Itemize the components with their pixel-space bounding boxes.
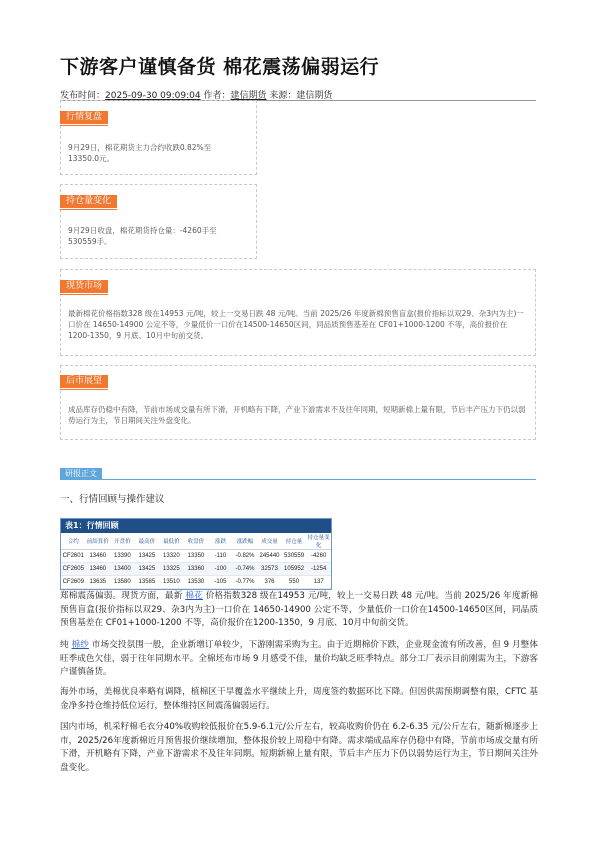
table-cell: -4260 — [306, 550, 331, 563]
table-title: 表1：行情回顾 — [61, 519, 331, 533]
table-cell: 13530 — [184, 576, 209, 589]
table-cell: CF2601 — [61, 550, 86, 563]
table-cell: 13585 — [135, 576, 160, 589]
table-cell: 530559 — [282, 550, 307, 563]
quote-table — [61, 533, 331, 589]
source-label: 来源： — [266, 91, 297, 101]
paragraph-domestic: 国内市场，机采籽棉毛衣分40%收购较低报价在5.9-6.1元/公斤左右，较高收购价仍在 6.2-6.35 元/公斤左右，随新棉逐步上市，2025/26年度新棉近月预售报价继续增加，整体报价较上周稳中有降。需求端成品库存仍稳中有降，节前市场成交量有所下滑，开机略有下降，产业下游需求不及往年同期。短期新棉上量有限，节后丰产压力下仍以弱势运行为主，节日期间关注外盘变化。 — [60, 722, 538, 773]
table-cell: 13425 — [135, 550, 160, 563]
report-body-tag: 研报正文 — [60, 468, 102, 479]
author-label: 作者： — [200, 91, 231, 101]
market-review-table — [60, 518, 332, 590]
table-cell: -110 — [208, 550, 233, 563]
table-cell: 550 — [282, 576, 307, 589]
table-cell: 13320 — [159, 550, 184, 563]
table-cell: 13350 — [184, 550, 209, 563]
source-name: 建信期货 — [296, 91, 333, 101]
paragraph-spot — [60, 590, 538, 631]
outlook-box — [60, 365, 536, 440]
header-cell: 持仓量变化 — [307, 535, 330, 549]
position-text: 9月29日收盘，棉花期货持仓量：-4260手至530559手。 — [68, 226, 217, 246]
table-cell: -0.77% — [233, 576, 258, 589]
report-body-divider — [60, 479, 536, 480]
table-row — [61, 576, 331, 589]
spot-tag: 现货市场 — [60, 280, 108, 293]
table-cell: 105952 — [282, 563, 307, 576]
position-tag: 持仓量变化 — [60, 195, 117, 208]
header-cell: 涨跌 — [208, 533, 233, 550]
header-cell: 合约 — [61, 533, 86, 550]
published-label: 发布时间： — [60, 91, 106, 101]
header-cell: 成交量 — [257, 533, 282, 550]
author-name: 建信期货 — [230, 91, 267, 101]
table-cell: 13400 — [110, 563, 135, 576]
header-cell: 最高价 — [135, 533, 160, 550]
table-cell: 13425 — [135, 563, 160, 576]
table-cell: 137 — [306, 576, 331, 589]
table-cell: -105 — [208, 576, 233, 589]
table-cell: -100 — [208, 563, 233, 576]
paragraph-text: 纯 — [60, 640, 72, 650]
table-cell: -0.74% — [233, 563, 258, 576]
table-cell: CF2609 — [61, 576, 86, 589]
header-cell: 前結算价 — [86, 533, 111, 550]
table-row — [61, 550, 331, 563]
paragraph-yarn — [60, 639, 538, 680]
outlook-tag: 后市展望 — [60, 375, 108, 388]
table-cell: 13460 — [86, 550, 111, 563]
table-header-row — [61, 533, 331, 550]
table-cell: 376 — [257, 576, 282, 589]
header-cell: 持仓量 — [282, 533, 307, 550]
table-cell: 13390 — [110, 550, 135, 563]
table-cell: 13635 — [86, 576, 111, 589]
published-time: 2025-09-30 09:09:04 — [105, 91, 201, 101]
table-cell: -0.82% — [233, 550, 258, 563]
table-cell: 245440 — [257, 550, 282, 563]
table-cell: 13460 — [86, 563, 111, 576]
table-cell: 13580 — [110, 576, 135, 589]
table-cell: -1254 — [306, 563, 331, 576]
review-tag: 行情复盘 — [60, 111, 108, 124]
paragraph-text: 市场交投氛围一般，企业新增订单较少，下游刚需采购为主。由于近期棉价下跌，企业现金流有所改善，但 9 月整体旺季成色欠佳，弱于往年同期水平。全棉坯布市场 9 月感受不佳，量价均缺乏旺季特点。部分工厂表示目前刚需为主，下游客户谨慎备货。 — [60, 640, 538, 677]
paragraph-overseas: 海外市场，美棉优良率略有调降，植棉区干旱覆盖水平继续上升，周度签约数据环比下降。但因供需预期调整有限，CFTC 基金净多持仓维持低位运行，整体维持区间震荡偏弱运行。 — [60, 687, 538, 711]
spot-text: 最新棉花价格指数328 级在14953 元/吨，较上一交易日跌 48 元/吨。当前 2025/26 年度新棉预售盲盒(报价指标以双29、杂3内为主)一口价在 14650-14900 公定不等，少量低价一口价在14500-14650区间，同品质预售基差在 CF01+1000-1200 不等，高价报价在1200-1350，9 月底、10月中旬前交货。 — [68, 309, 524, 340]
header-cell: 最低价 — [159, 533, 184, 550]
header-cell: 涨跌幅 — [233, 533, 258, 550]
table-cell: 13325 — [159, 563, 184, 576]
cotton-link[interactable]: 棉花 — [185, 591, 203, 601]
table-cell: 13510 — [159, 576, 184, 589]
section-heading: 一、行情回顾与操作建议 — [60, 494, 165, 505]
table-row — [61, 563, 331, 576]
outlook-text: 成品库存仍稳中有降，节前市场成交量有所下滑，开机略有下降，产业下游需求不及往年同期，短期新棉上量有限，节后丰产压力下仍以弱势运行为主，节日期间关注外盘变化。 — [68, 405, 526, 425]
review-text: 9月29日，棉花期货主力合约收跌0.82%至13350.0元。 — [68, 143, 212, 163]
header-cell: 开盘价 — [110, 533, 135, 550]
cotton-yarn-link[interactable]: 棉纱 — [71, 640, 89, 650]
table-cell: 32573 — [257, 563, 282, 576]
table-cell: CF2605 — [61, 563, 86, 576]
page-title: 下游客户谨慎备货 棉花震荡偏弱运行 — [60, 56, 380, 78]
paragraph-text: 郑棉震荡偏弱。现货方面，最新 — [60, 591, 186, 601]
header-cell: 收盘价 — [184, 533, 209, 550]
paragraph-text: 价格指数328 级在14953 元/吨，较上一交易日跌 48 元/吨。当前 2025/26 年度新棉预售盲盒(报价指标以双29、杂3内为主)一口价在 14650-14900 公定不等，少量低价一口价在14500-14650区间，同品质预售基差在 CF01+1000-1200 不等，高价报价在1200-1350，9 月底、10月中旬前交货。 — [60, 591, 538, 628]
table-cell: 13360 — [184, 563, 209, 576]
